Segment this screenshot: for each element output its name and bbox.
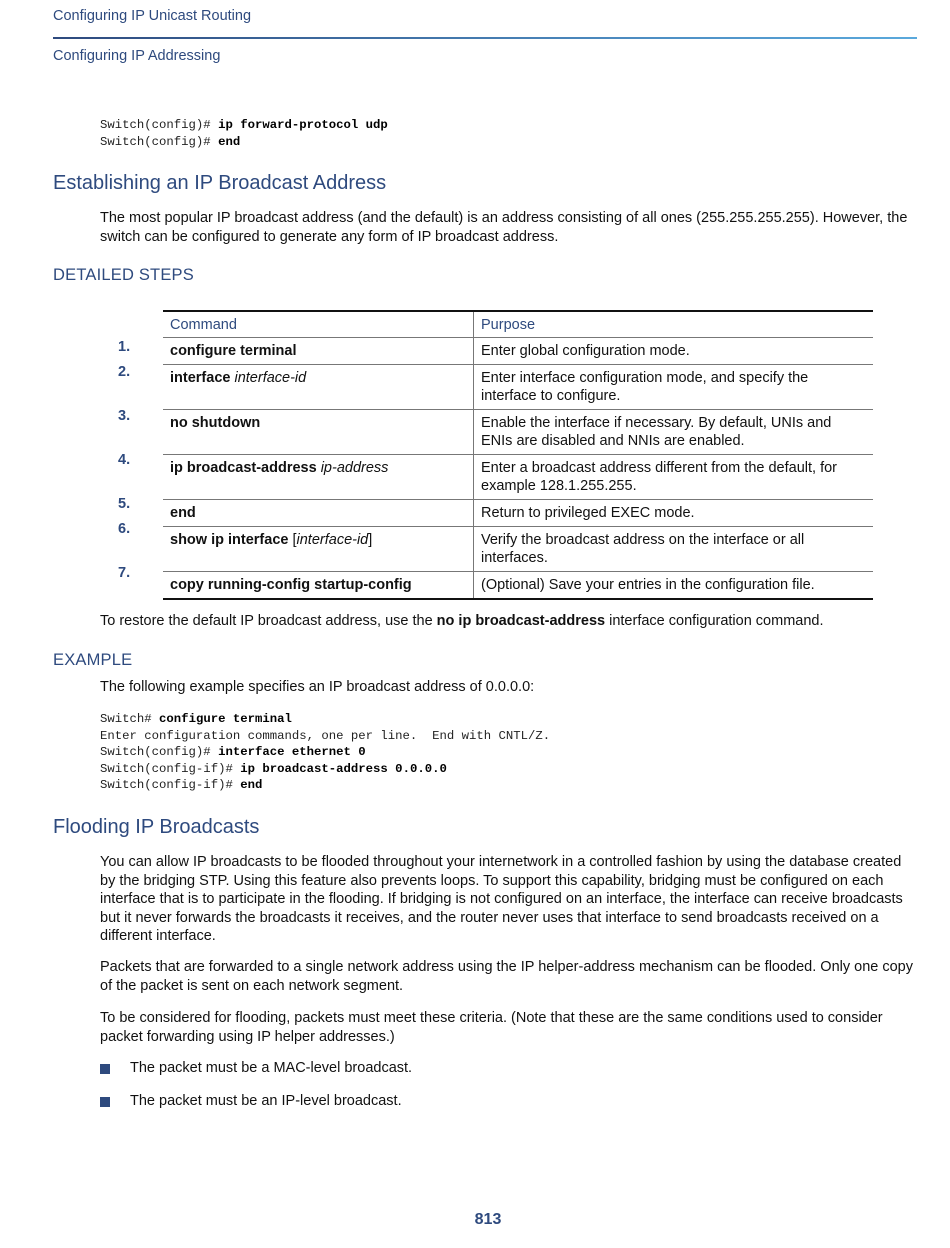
purpose-cell: Enter interface configuration mode, and specify the interface to configure. <box>474 365 874 410</box>
table-row <box>163 455 873 500</box>
step-number: 2. <box>118 364 131 380</box>
purpose-cell: Verify the broadcast address on the interface or all interfaces. <box>474 527 874 572</box>
table-header-row <box>163 311 873 338</box>
table-row <box>163 527 873 572</box>
header-rule <box>53 37 917 39</box>
bullet-item: The packet must be a MAC-level broadcast. <box>130 1060 413 1076</box>
command-cell: configure terminal <box>163 338 474 365</box>
page-number: 813 <box>474 1211 502 1228</box>
section-title-flooding: Flooding IP Broadcasts <box>53 816 260 838</box>
table-row <box>163 410 873 455</box>
purpose-cell: Enable the interface if necessary. By default, UNIs and ENIs are disabled and NNIs are enabled. <box>474 410 874 455</box>
purpose-cell: Enter global configuration mode. <box>474 338 874 365</box>
running-header-section: Configuring IP Addressing <box>53 48 221 64</box>
example-heading: EXAMPLE <box>53 651 133 669</box>
example-intro: The following example specifies an IP broadcast address of 0.0.0.0: <box>100 679 535 695</box>
table-row <box>163 365 873 410</box>
purpose-cell: Enter a broadcast address different from the default, for example 128.1.255.255. <box>474 455 874 500</box>
flooding-paragraph-3: To be considered for flooding, packets must meet these criteria. (Note that these are the same conditions used to consider packet forwarding using IP helper addresses.) <box>100 1010 883 1045</box>
step-number: 3. <box>118 408 131 424</box>
command-cell: copy running-config startup-config <box>163 572 474 600</box>
command-cell: no shutdown <box>163 410 474 455</box>
command-cell: ip broadcast-address ip-address <box>163 455 474 500</box>
code-command: ip forward-protocol udp <box>218 118 388 132</box>
table-row <box>163 572 873 600</box>
flooding-paragraph-2: Packets that are forwarded to a single network address using the IP helper-address mechanism can be flooded. Only one copy of the packet is sent on each network segment. <box>100 959 913 994</box>
column-header-purpose: Purpose <box>474 311 874 338</box>
bullet-item: The packet must be an IP-level broadcast. <box>130 1093 402 1109</box>
section-title-broadcast: Establishing an IP Broadcast Address <box>53 172 387 194</box>
step-number: 7. <box>118 565 131 581</box>
purpose-cell: (Optional) Save your entries in the configuration file. <box>474 572 874 600</box>
code-prompt: Switch(config)# <box>100 118 219 132</box>
table-row <box>163 338 873 365</box>
command-cell: interface interface-id <box>163 365 474 410</box>
step-number: 5. <box>118 496 131 512</box>
flooding-paragraph-1: You can allow IP broadcasts to be flooded throughout your internetwork in a controlled fashion by using the database created by the bridging STP. Using this feature also prevents loops. To support this capability, bridging must be configured on each interface that is to participate in the flooding. If bridging is not configured on an interface, the interface can receive broadcasts but it never forwards the broadcasts it receives, and the router never uses that interface to send broadcasts received on a different interface. <box>100 854 903 944</box>
bullet-marker <box>100 1097 110 1107</box>
command-cell: show ip interface [interface-id] <box>163 527 474 572</box>
detailed-steps-table <box>163 310 873 600</box>
code-block-example: Switch# configure terminal Enter configuration commands, one per line. End with CNTL/Z. Switch(config)# interface ethernet 0 Switch(config-if)# ip broadcast-address 0.0.0.0 Switch(config-if)# end <box>100 712 551 792</box>
running-header-chapter: Configuring IP Unicast Routing <box>53 8 252 24</box>
code-block-forward-protocol <box>100 117 388 150</box>
detailed-steps-heading: DETAILED STEPS <box>53 266 194 284</box>
step-number: 4. <box>118 452 131 468</box>
broadcast-intro: The most popular IP broadcast address (and the default) is an address consisting of all ones (255.255.255.255). However, the switch can be configured to generate any form of IP broadcast address. <box>100 210 908 245</box>
step-number: 1. <box>118 339 131 355</box>
step-number: 6. <box>118 521 131 537</box>
restore-default-note: To restore the default IP broadcast address, use the no ip broadcast-address interface configuration command. <box>100 613 824 629</box>
command-cell: end <box>163 500 474 527</box>
column-header-command: Command <box>163 311 474 338</box>
purpose-cell: Return to privileged EXEC mode. <box>474 500 874 527</box>
table-row <box>163 500 873 527</box>
bullet-marker <box>100 1064 110 1074</box>
code-prompt: Switch(config)# <box>100 134 219 149</box>
code-command: end <box>218 134 241 149</box>
